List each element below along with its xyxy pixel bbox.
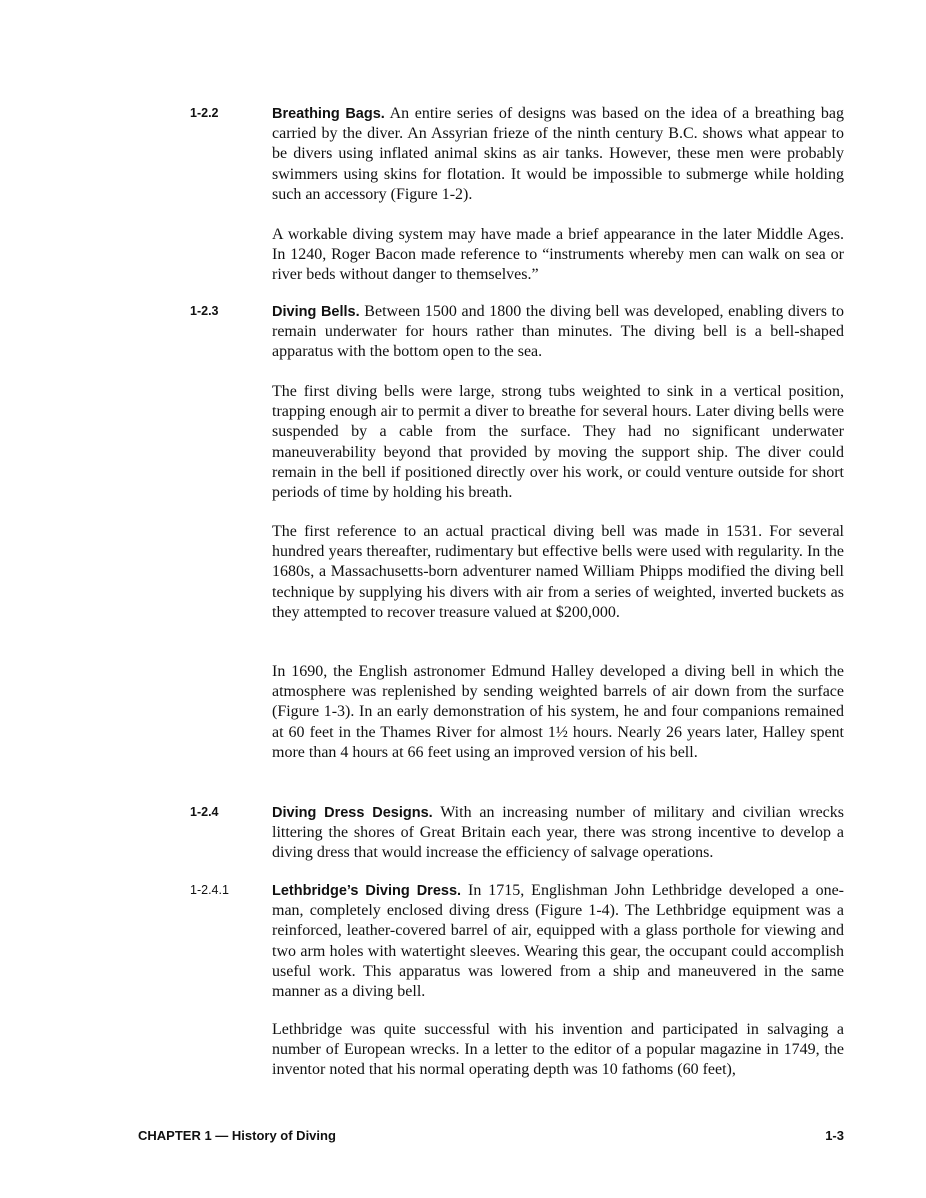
paragraph-text: In 1715, Englishman John Lethbridge developed a one-man, completely enclosed diving dress (Figure 1-4). The Lethbridge equipment was a reinforced, leather-covered barrel of air, equipped with a glass porthole for viewing and two arm holes with watertight sleeves. Wearing this gear, the occupant could accomplish useful work. This apparatus was lowered from a ship and maneuvered in the same manner as a diving bell.	[272, 882, 845, 1001]
paragraph-text: Between 1500 and 1800 the diving bell was developed, enabling divers to remain underwater for hours rather than minutes. The diving bell is a bell-shaped apparatus with the bottom open to the sea.	[272, 303, 845, 361]
paragraph: A workable diving system may have made a brief appearance in the later Middle Ages. In 1240, Roger Bacon made reference to “instruments whereby men can walk on sea or river beds without danger to themselves.”	[272, 226, 844, 284]
section-number: 1-2.4	[190, 805, 219, 819]
paragraph-text: With an increasing number of military and civilian wrecks littering the shores of Great Britain each year, there was strong incentive to develop a diving dress that would increase the efficiency of salvage operations.	[272, 804, 845, 862]
paragraph: In 1690, the English astronomer Edmund Halley developed a diving bell in which the atmosphere was replenished by sending weighted barrels of air down from the surface (Figure 1-3). In an early demonstration of his system, he and four companions remained at 60 feet in the Thames River for almost 1½ hours. Nearly 26 years later, Halley spent more than 4 hours at 66 feet using an improved version of his bell.	[272, 663, 844, 761]
paragraph	[272, 803, 844, 864]
section-heading: Breathing Bags.	[272, 106, 385, 122]
paragraph-text: An entire series of designs was based on the idea of a breathing bag carried by the diver. An Assyrian frieze of the ninth century B.C. shows what appear to be divers using inflated animal skins as air tanks. However, these men were probably swimmers using skins for flotation. It would be impossible to submerge while holding such an accessory (Figure 1-2).	[272, 105, 844, 203]
section-heading: Diving Bells.	[272, 304, 360, 320]
section-number: 1-2.2	[190, 106, 219, 120]
section-number: 1-2.4.1	[190, 883, 229, 897]
paragraph	[272, 302, 844, 363]
paragraph	[272, 104, 844, 205]
paragraph	[272, 881, 844, 1002]
section-heading: Diving Dress Designs.	[272, 805, 433, 821]
section-heading: Lethbridge’s Diving Dress.	[272, 883, 462, 899]
paragraph: The first reference to an actual practical diving bell was made in 1531. For several hundred years thereafter, rudimentary but effective bells were used with regularity. In the 1680s, a Massachusetts-born adventurer named William Phipps modified the diving bell technique by supplying his divers with air from a series of weighted, inverted buckets as they attempted to recover treasure valued at $200,000.	[272, 523, 844, 621]
footer-chapter-title: CHAPTER 1 — History of Diving	[138, 1128, 336, 1143]
paragraph: Lethbridge was quite successful with his invention and participated in salvaging a number of European wrecks. In a letter to the editor of a popular magazine in 1749, the inventor noted that his normal operating depth was 10 fathoms (60 feet),	[272, 1021, 844, 1079]
footer-page-number: 1-3	[825, 1128, 844, 1143]
paragraph: The first diving bells were large, strong tubs weighted to sink in a vertical position, trapping enough air to permit a diver to breathe for several hours. Later diving bells were suspended by a cable from the surface. They had no significant underwater maneuverability beyond that provided by moving the support ship. The diver could remain in the bell if positioned directly over his work, or could venture outside for short periods of time by holding his breath.	[272, 383, 844, 502]
section-number: 1-2.3	[190, 304, 219, 318]
